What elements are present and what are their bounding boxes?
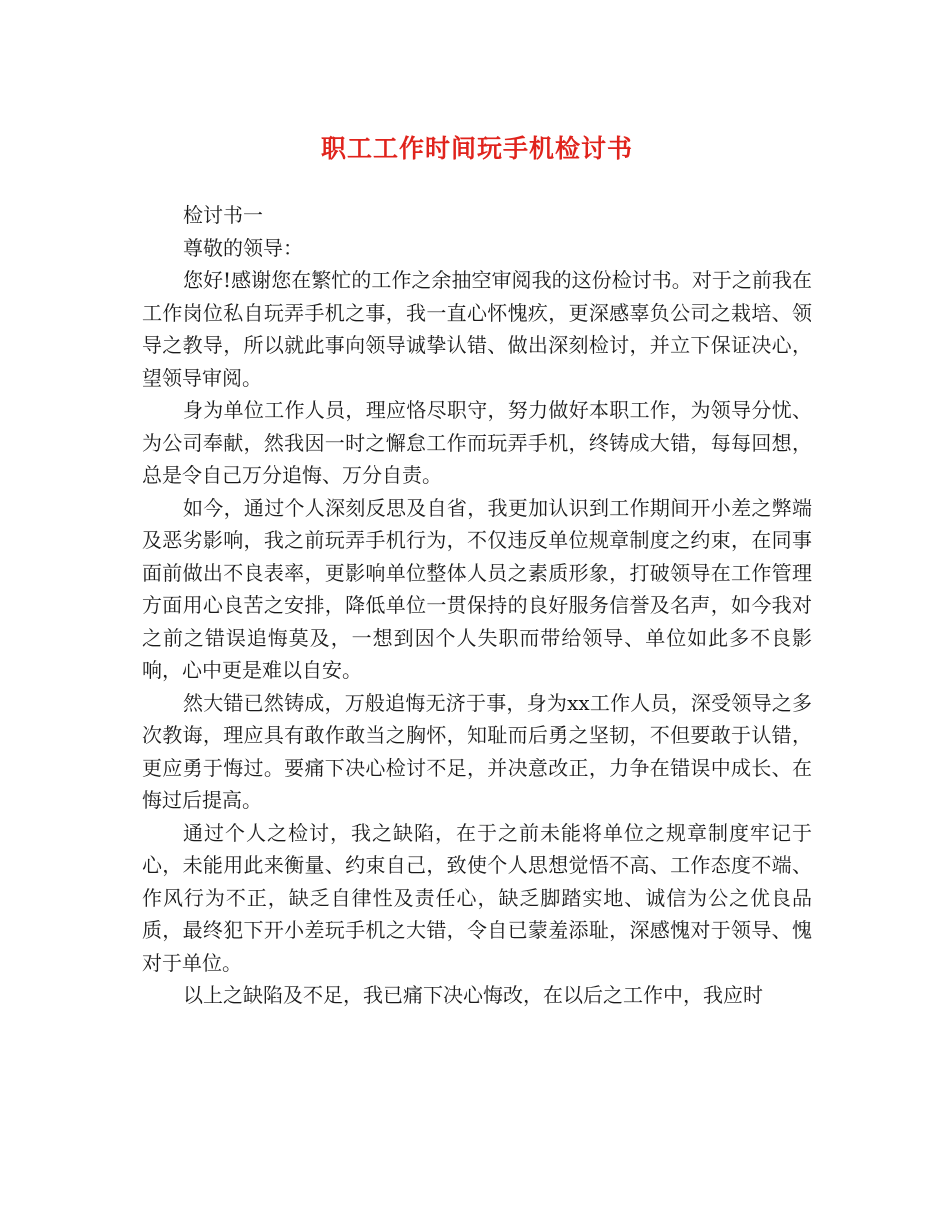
document-title: 职工工作时间玩手机检讨书 [320, 134, 633, 163]
paragraph: 然大错已然铸成，万般追悔无济于事，身为xx工作人员，深受领导之多次教诲，理应具有敢作敢当之胸怀，知耻而后勇之坚韧，不但要敢于认错，更应勇于悔过。要痛下决心检讨不足，并决意改正，力争在错误中成长、在悔过后提高。 [142, 690, 812, 812]
paragraph-heading: 检讨书一 [183, 203, 263, 227]
paragraph: 如今，通过个人深刻反思及自省，我更加认识到工作期间开小差之弊端及恶劣影响，我之前玩弄手机行为，不仅违反单位规章制度之约束，在同事面前做出不良表率，更影响单位整体人员之素质形象，打破领导在工作管理方面用心良苦之安排，降低单位一贯保持的良好服务信誉及名声，如今我对之前之错误追悔莫及，一想到因个人失职而带给领导、单位如此多不良影响，心中更是难以自安。 [142, 495, 812, 682]
paragraph-salutation: 尊敬的领导： [183, 235, 303, 260]
document-page [142, 0, 812, 1012]
paragraph: 您好!感谢您在繁忙的工作之余抽空审阅我的这份检讨书。对于之前我在工作岗位私自玩弄手机之事，我一直心怀愧疚，更深感辜负公司之栽培、领导之教导，所以就此事向领导诚挚认错、做出深刻检讨，并立下保证决心，望领导审阅。 [142, 268, 812, 390]
paragraph: 通过个人之检讨，我之缺陷，在于之前未能将单位之规章制度牢记于心，未能用此来衡量、约束自己，致使个人思想觉悟不高、工作态度不端、作风行为不正，缺乏自律性及责任心，缺乏脚踏实地、诚信为公之优良品质，最终犯下开小差玩手机之大错，令自已蒙羞添耻，深感愧对于领导、愧对于单位。 [142, 820, 812, 975]
document-body [142, 199, 812, 1012]
paragraph: 以上之缺陷及不足，我已痛下决心悔改，在以后之工作中，我应时 [183, 983, 763, 1007]
paragraph: 身为单位工作人员，理应恪尽职守，努力做好本职工作，为领导分忧、为公司奉献，然我因一时之懈怠工作而玩弄手机，终铸成大错，每每回想，总是令自己万分追悔、万分自责。 [142, 398, 812, 487]
